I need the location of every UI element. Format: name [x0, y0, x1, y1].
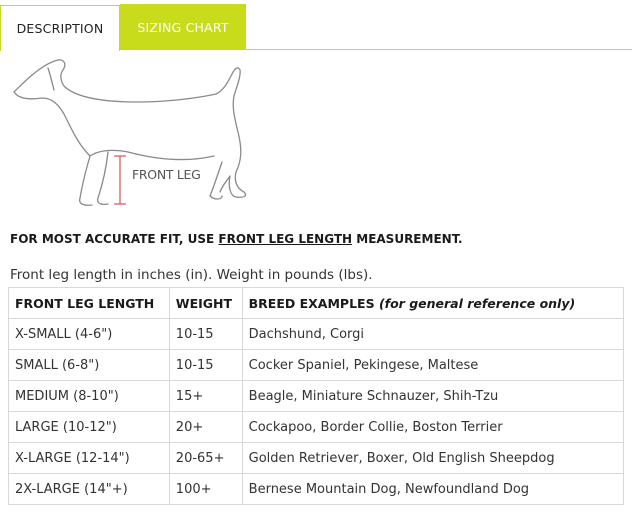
- units-note: Front leg length in inches (in). Weight in pounds (lbs).: [10, 267, 373, 283]
- header-breed-note: (for general reference only): [378, 295, 576, 311]
- weight-cell: 100+: [169, 474, 242, 505]
- front-leg-measure-mark: [114, 156, 126, 204]
- dog-silhouette-icon: [8, 52, 258, 214]
- table-header-row: [9, 288, 624, 319]
- breed-cell: Bernese Mountain Dog, Newfoundland Dog: [242, 474, 623, 505]
- weight-cell: 10-15: [169, 319, 242, 350]
- table-row: [9, 474, 624, 505]
- size-cell: SMALL (6-8"): [9, 350, 170, 381]
- table-row: [9, 350, 624, 381]
- size-cell: LARGE (10-12"): [9, 412, 170, 443]
- breed-cell: Golden Retriever, Boxer, Old English Sheepdog: [242, 443, 623, 474]
- header-breed-examples: [242, 288, 623, 319]
- table-row: [9, 381, 624, 412]
- weight-cell: 10-15: [169, 350, 242, 381]
- tab-description[interactable]: DESCRIPTION: [0, 5, 120, 51]
- table-row: [9, 412, 624, 443]
- weight-cell: 20+: [169, 412, 242, 443]
- size-cell: X-SMALL (4-6"): [9, 319, 170, 350]
- weight-cell: 20-65+: [169, 443, 242, 474]
- fit-note-emphasis: FRONT LEG LENGTH: [218, 232, 353, 246]
- header-weight: WEIGHT: [169, 288, 242, 319]
- dog-outline: [14, 60, 241, 172]
- fit-note-suffix: MEASUREMENT.: [352, 232, 463, 246]
- breed-cell: Beagle, Miniature Schnauzer, Shih-Tzu: [242, 381, 623, 412]
- weight-cell: 15+: [169, 381, 242, 412]
- size-cell: MEDIUM (8-10"): [9, 381, 170, 412]
- tab-sizing-chart[interactable]: SIZING CHART: [120, 4, 246, 50]
- front-leg-label: FRONT LEG: [132, 167, 201, 182]
- sizing-table: [8, 287, 624, 505]
- breed-cell: Cocker Spaniel, Pekingese, Maltese: [242, 350, 623, 381]
- table-row: [9, 319, 624, 350]
- tab-bar: [0, 0, 632, 50]
- breed-cell: Cockapoo, Border Collie, Boston Terrier: [242, 412, 623, 443]
- breed-cell: Dachshund, Corgi: [242, 319, 623, 350]
- table-row: [9, 443, 624, 474]
- fit-note: [10, 232, 463, 246]
- header-front-leg-length: FRONT LEG LENGTH: [9, 288, 170, 319]
- size-cell: 2X-LARGE (14"+): [9, 474, 170, 505]
- size-cell: X-LARGE (12-14"): [9, 443, 170, 474]
- header-breed-label: BREED EXAMPLES: [248, 295, 379, 311]
- fit-note-prefix: FOR MOST ACCURATE FIT, USE: [10, 232, 219, 246]
